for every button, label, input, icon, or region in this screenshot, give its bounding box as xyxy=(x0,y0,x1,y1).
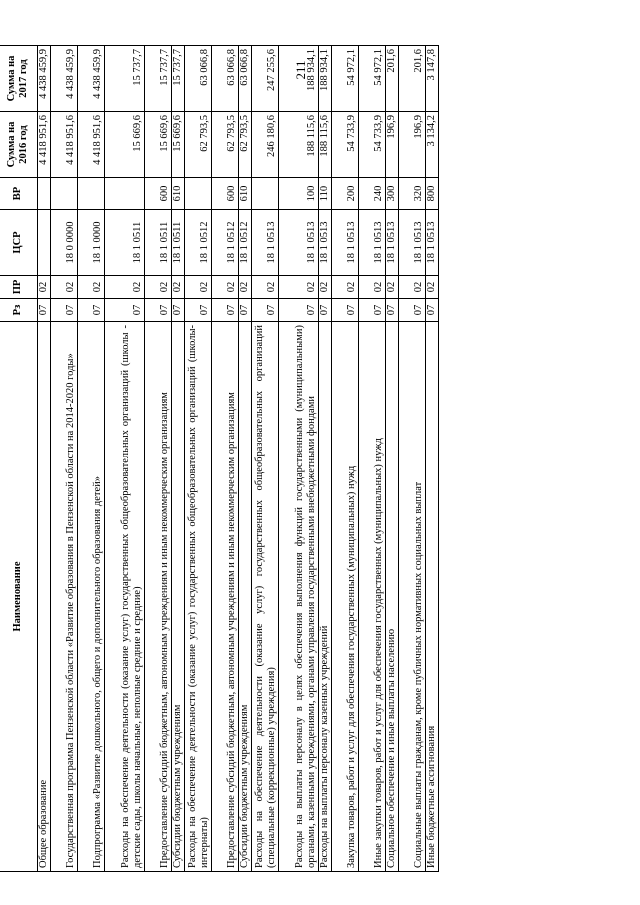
cell-rz: 07 xyxy=(279,299,319,322)
cell-sum-2017: 63 066,8 xyxy=(239,46,252,112)
cell-vr: 610 xyxy=(239,178,252,210)
cell-vr xyxy=(51,178,78,210)
cell-rz: 07 xyxy=(78,299,105,322)
cell-sum-2017: 201,6 xyxy=(399,46,426,112)
cell-vr: 100 xyxy=(279,178,319,210)
cell-sum-2016: 188 115,6 xyxy=(279,112,319,178)
cell-pr: 02 xyxy=(239,276,252,299)
cell-vr xyxy=(252,178,279,210)
cell-sum-2016: 62 793,5 xyxy=(212,112,239,178)
cell-name: Расходы на обеспечение деятельности (оказание услуг) государственных общеобразовательных организаций (школы - детские сады, школы начальные, неполные средние и средние) xyxy=(105,322,145,872)
cell-sum-2017: 201,6 xyxy=(386,46,399,112)
cell-rz: 07 xyxy=(105,299,145,322)
cell-sum-2017: 247 255,6 xyxy=(252,46,279,112)
cell-pr: 02 xyxy=(185,276,212,299)
cell-name: Субсидии бюджетным учреждениям xyxy=(239,322,252,872)
cell-vr: 300 xyxy=(386,178,399,210)
cell-pr: 02 xyxy=(332,276,359,299)
cell-name: Иные закупки товаров, работ и услуг для обеспечения государственных (муниципальных) нужд xyxy=(359,322,386,872)
cell-csr: 18 1 0513 xyxy=(279,210,319,276)
table-row xyxy=(332,46,359,872)
cell-csr: 18 1 0513 xyxy=(319,210,332,276)
cell-pr: 02 xyxy=(145,276,172,299)
table-row xyxy=(399,46,426,872)
cell-sum-2016: 15 669,6 xyxy=(145,112,172,178)
cell-csr: 18 1 0513 xyxy=(332,210,359,276)
cell-csr: 18 1 0513 xyxy=(386,210,399,276)
cell-sum-2017: 15 737,7 xyxy=(105,46,145,112)
cell-rz: 07 xyxy=(252,299,279,322)
cell-pr: 02 xyxy=(252,276,279,299)
cell-vr: 800 xyxy=(426,178,439,210)
cell-name: Субсидии бюджетным учреждениям xyxy=(172,322,185,872)
page-number-text: 211 xyxy=(293,60,308,80)
cell-csr: 18 1 0000 xyxy=(78,210,105,276)
cell-sum-2017: 63 066,8 xyxy=(212,46,239,112)
cell-vr: 600 xyxy=(212,178,239,210)
cell-name: Закупка товаров, работ и услуг для обеспечения государственных (муниципальных) нужд xyxy=(332,322,359,872)
cell-name: Иные бюджетные ассигнования xyxy=(426,322,439,872)
cell-sum-2017: 188 934,1 xyxy=(279,46,319,112)
cell-vr: 320 xyxy=(399,178,426,210)
cell-pr: 02 xyxy=(386,276,399,299)
cell-sum-2017: 4 438 459,9 xyxy=(51,46,78,112)
cell-csr: 18 1 0512 xyxy=(212,210,239,276)
header-name: Наименование xyxy=(0,322,38,872)
cell-sum-2017: 15 737,7 xyxy=(172,46,185,112)
table-row xyxy=(38,46,51,872)
table-row xyxy=(386,46,399,872)
cell-sum-2016: 54 733,9 xyxy=(332,112,359,178)
cell-sum-2017: 4 438 459,9 xyxy=(38,46,51,112)
cell-name: Государственная программа Пензенской области «Развитие образования в Пензенской области на 2014-2020 годы» xyxy=(51,322,78,872)
cell-name: Социальное обеспечение и иные выплаты населению xyxy=(386,322,399,872)
table-row xyxy=(185,46,212,872)
cell-name: Расходы на выплаты персоналу в целях обеспечения выполнения функций государственными (муниципальными) органами, казенными учреждениями, органами управления государственными внебюджетными фондами xyxy=(279,322,319,872)
cell-pr: 02 xyxy=(399,276,426,299)
cell-sum-2016: 3 134,2 xyxy=(426,112,439,178)
cell-name: Предоставление субсидий бюджетным, автономным учреждениям и иным некоммерческим организациям xyxy=(145,322,172,872)
cell-csr: 18 1 0511 xyxy=(172,210,185,276)
table-row xyxy=(145,46,172,872)
cell-sum-2016: 62 793,5 xyxy=(185,112,212,178)
table-row xyxy=(239,46,252,872)
cell-rz: 07 xyxy=(51,299,78,322)
table-row xyxy=(172,46,185,872)
header-sum-2017: Сумма на 2017 год xyxy=(0,46,38,112)
cell-rz: 07 xyxy=(386,299,399,322)
cell-pr: 02 xyxy=(426,276,439,299)
cell-vr: 610 xyxy=(172,178,185,210)
cell-pr: 02 xyxy=(279,276,319,299)
cell-sum-2016: 246 180,6 xyxy=(252,112,279,178)
cell-sum-2017: 54 972,1 xyxy=(332,46,359,112)
header-csr: ЦСР xyxy=(0,210,38,276)
table-row xyxy=(359,46,386,872)
cell-name: Подпрограмма «Развитие дошкольного, общего и дополнительного образования детей» xyxy=(78,322,105,872)
cell-csr: 18 1 0513 xyxy=(399,210,426,276)
cell-rz: 07 xyxy=(319,299,332,322)
cell-vr xyxy=(78,178,105,210)
table-row xyxy=(212,46,239,872)
cell-pr: 02 xyxy=(78,276,105,299)
cell-pr: 02 xyxy=(51,276,78,299)
cell-sum-2016: 4 418 951,6 xyxy=(78,112,105,178)
cell-sum-2017: 3 147,8 xyxy=(426,46,439,112)
cell-pr: 02 xyxy=(319,276,332,299)
cell-rz: 07 xyxy=(239,299,252,322)
cell-rz: 07 xyxy=(359,299,386,322)
cell-name: Социальные выплаты гражданам, кроме публичных нормативных социальных выплат xyxy=(399,322,426,872)
cell-vr: 110 xyxy=(319,178,332,210)
cell-rz: 07 xyxy=(212,299,239,322)
cell-name: Предоставление субсидий бюджетным, автономным учреждениям и иным некоммерческим организациям xyxy=(212,322,239,872)
cell-rz: 07 xyxy=(145,299,172,322)
cell-sum-2017: 63 066,8 xyxy=(185,46,212,112)
cell-name: Расходы на выплаты персоналу казенных учреждений xyxy=(319,322,332,872)
cell-sum-2016: 15 669,6 xyxy=(172,112,185,178)
cell-vr xyxy=(185,178,212,210)
cell-rz: 07 xyxy=(172,299,185,322)
table-row xyxy=(78,46,105,872)
cell-sum-2016: 196,9 xyxy=(386,112,399,178)
cell-csr: 18 1 0511 xyxy=(145,210,172,276)
cell-rz: 07 xyxy=(426,299,439,322)
cell-csr: 18 1 0513 xyxy=(426,210,439,276)
table-row xyxy=(51,46,78,872)
cell-csr: 18 0 0000 xyxy=(51,210,78,276)
cell-csr: 18 1 0512 xyxy=(185,210,212,276)
header-vr: ВР xyxy=(0,178,38,210)
cell-vr: 600 xyxy=(145,178,172,210)
cell-sum-2016: 54 733,9 xyxy=(359,112,386,178)
cell-name: Расходы на обеспечение деятельности (оказание услуг) государственных общеобразовательных организаций (школы-интернаты) xyxy=(185,322,212,872)
cell-pr: 02 xyxy=(212,276,239,299)
header-rz: Рз xyxy=(0,299,38,322)
cell-sum-2017: 15 737,7 xyxy=(145,46,172,112)
cell-vr xyxy=(105,178,145,210)
cell-vr: 200 xyxy=(332,178,359,210)
table-header-row xyxy=(0,46,38,872)
cell-vr: 240 xyxy=(359,178,386,210)
cell-sum-2016: 4 418 951,6 xyxy=(38,112,51,178)
cell-sum-2016: 188 115,6 xyxy=(319,112,332,178)
cell-rz: 07 xyxy=(399,299,426,322)
cell-sum-2017: 54 972,1 xyxy=(359,46,386,112)
cell-name: Общее образование xyxy=(38,322,51,872)
cell-sum-2016: 196,9 xyxy=(399,112,426,178)
cell-sum-2017: 4 438 459,9 xyxy=(78,46,105,112)
cell-csr: 18 1 0513 xyxy=(359,210,386,276)
cell-csr: 18 1 0511 xyxy=(105,210,145,276)
cell-sum-2016: 15 669,6 xyxy=(105,112,145,178)
table-row xyxy=(105,46,145,872)
cell-csr xyxy=(38,210,51,276)
cell-sum-2016: 62 793,5 xyxy=(239,112,252,178)
cell-name: Расходы на обеспечение деятельности (оказание услуг) государственных общеобразовательных организаций (специальные (коррекционные) учреждения) xyxy=(252,322,279,872)
cell-sum-2017: 188 934,1 xyxy=(319,46,332,112)
cell-vr xyxy=(38,178,51,210)
table-row xyxy=(279,46,319,872)
cell-rz: 07 xyxy=(185,299,212,322)
header-sum-2016: Сумма на 2016 год xyxy=(0,112,38,178)
cell-rz: 07 xyxy=(332,299,359,322)
rotated-table-container xyxy=(0,46,502,872)
table-row xyxy=(252,46,279,872)
table-row xyxy=(319,46,332,872)
table-row xyxy=(426,46,439,872)
cell-sum-2016: 4 418 951,6 xyxy=(51,112,78,178)
cell-rz: 07 xyxy=(38,299,51,322)
cell-csr: 18 1 0513 xyxy=(252,210,279,276)
cell-pr: 02 xyxy=(172,276,185,299)
cell-pr: 02 xyxy=(105,276,145,299)
cell-pr: 02 xyxy=(38,276,51,299)
header-pr: ПР xyxy=(0,276,38,299)
budget-table xyxy=(0,45,439,872)
cell-pr: 02 xyxy=(359,276,386,299)
cell-csr: 18 1 0512 xyxy=(239,210,252,276)
